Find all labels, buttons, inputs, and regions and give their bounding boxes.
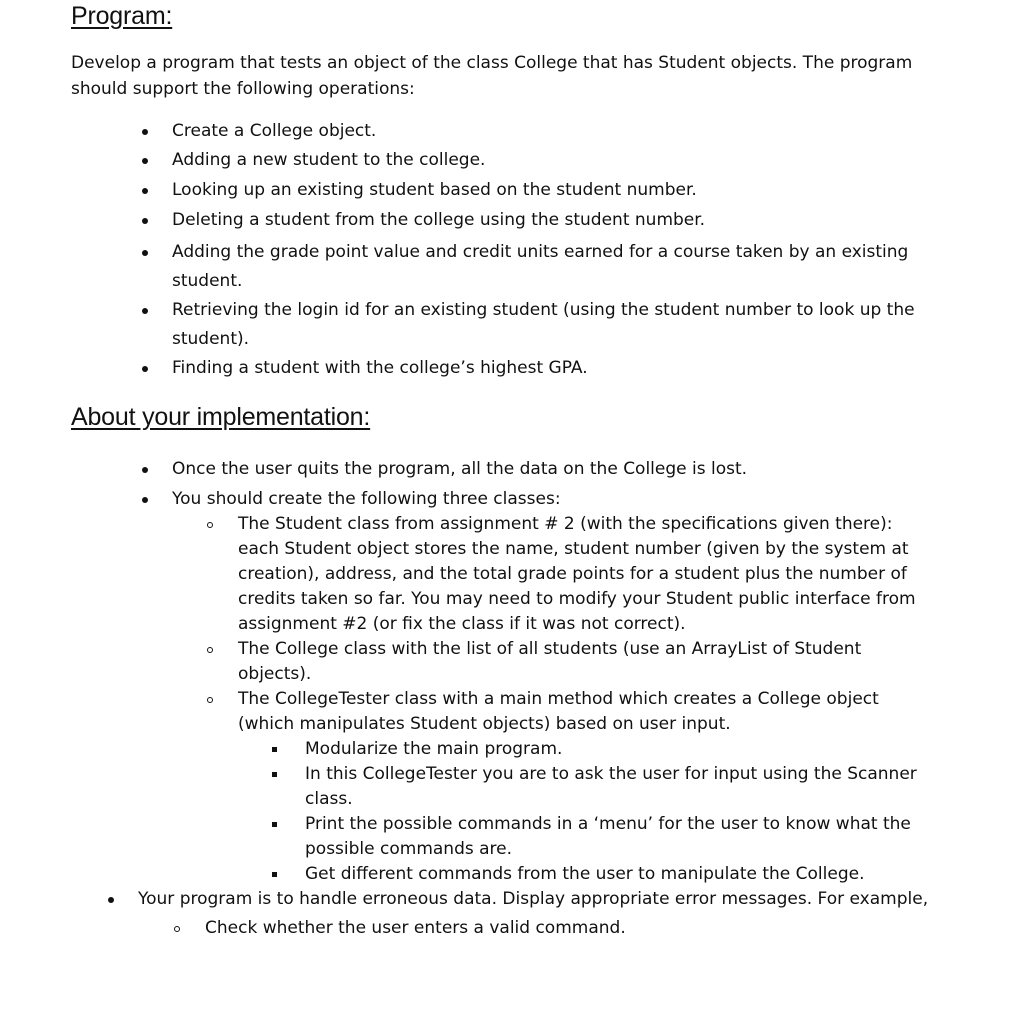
circle-bullet-icon (174, 926, 180, 932)
operation-item: Retrieving the login id for an existing student (using the student number to look up the student). (172, 296, 932, 354)
bullet-icon (142, 188, 148, 194)
bullet-icon (142, 467, 148, 473)
bullet-icon (142, 129, 148, 135)
operation-item: Create a College object. (172, 119, 932, 144)
tester-detail-item: Get different commands from the user to manipulate the College. (305, 862, 925, 887)
tester-detail-item: Modularize the main program. (305, 737, 925, 762)
class-item: The College class with the list of all students (use an ArrayList of Student objects). (238, 637, 878, 687)
program-intro: Develop a program that tests an object of the class College that has Student objects. The program should support the following operations: (71, 53, 913, 99)
bullet-icon (108, 897, 114, 903)
implementation-point: You should create the following three classes: (172, 487, 932, 512)
square-bullet-icon (272, 772, 277, 777)
bullet-icon (142, 308, 148, 314)
class-item: The Student class from assignment # 2 (with the specifications given there): each Student object stores the name, student number (given by the system at creation), address, and the total grade points for a student plus the number of credits taken so far. You may need to modify your Student public interface from assignment #2 (or fix the class if it was not correct). (238, 512, 938, 637)
implementation-point: Once the user quits the program, all the data on the College is lost. (172, 457, 932, 482)
operation-item: Adding the grade point value and credit units earned for a course taken by an existing student. (172, 238, 912, 296)
bullet-icon (142, 366, 148, 372)
square-bullet-icon (272, 822, 277, 827)
error-example: Check whether the user enters a valid command. (205, 916, 965, 941)
circle-bullet-icon (207, 697, 213, 703)
circle-bullet-icon (207, 647, 213, 653)
tester-detail-item: In this CollegeTester you are to ask the user for input using the Scanner class. (305, 762, 930, 812)
circle-bullet-icon (207, 522, 213, 528)
program-heading: Program: (71, 2, 173, 30)
bullet-icon (142, 218, 148, 224)
operation-item: Deleting a student from the college using the student number. (172, 208, 932, 233)
operation-item: Looking up an existing student based on the student number. (172, 178, 932, 203)
square-bullet-icon (272, 872, 277, 877)
class-item: The CollegeTester class with a main method which creates a College object (which manipulates Student objects) based on user input. (238, 687, 898, 737)
implementation-heading: About your implementation: (71, 403, 371, 431)
bullet-icon (142, 250, 148, 256)
error-point: Your program is to handle erroneous data. Display appropriate error messages. For example, (138, 887, 998, 912)
operation-item: Finding a student with the college’s highest GPA. (172, 356, 932, 381)
tester-detail-item: Print the possible commands in a ‘menu’ for the user to know what the possible commands are. (305, 812, 925, 862)
bullet-icon (142, 158, 148, 164)
bullet-icon (142, 497, 148, 503)
operation-item: Adding a new student to the college. (172, 148, 932, 173)
square-bullet-icon (272, 747, 277, 752)
